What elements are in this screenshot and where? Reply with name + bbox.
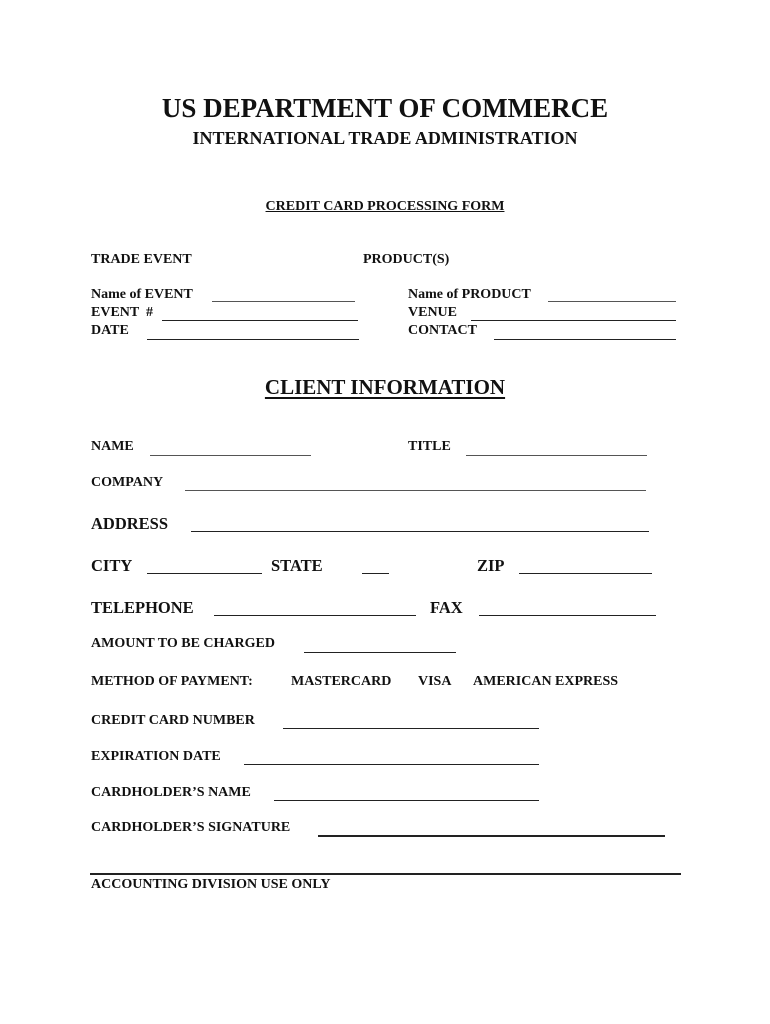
divider [90, 873, 681, 875]
company-field[interactable] [185, 490, 646, 491]
city-field[interactable] [147, 573, 262, 574]
card-number-field[interactable] [283, 728, 539, 729]
company-label: COMPANY [91, 475, 164, 490]
cardholder-signature-label: CARDHOLDER’S SIGNATURE [91, 820, 291, 835]
telephone-label: TELEPHONE [91, 598, 194, 617]
zip-label: ZIP [477, 556, 505, 575]
zip-field[interactable] [519, 573, 652, 574]
products-heading: PRODUCT(S) [363, 252, 450, 267]
amount-label: AMOUNT TO BE CHARGED [91, 636, 275, 651]
state-label: STATE [271, 556, 323, 575]
event-number-field[interactable] [162, 320, 358, 321]
page-subtitle: INTERNATIONAL TRADE ADMINISTRATION [192, 128, 578, 148]
payment-option-mastercard[interactable]: MASTERCARD [291, 674, 392, 689]
trade-event-heading: TRADE EVENT [91, 252, 192, 267]
state-field[interactable] [362, 573, 389, 574]
client-info-heading: CLIENT INFORMATION [264, 375, 506, 399]
name-label: NAME [91, 439, 134, 454]
cardholder-name-label: CARDHOLDER’S NAME [91, 785, 251, 800]
expiration-date-field[interactable] [244, 764, 539, 765]
form-title: CREDIT CARD PROCESSING FORM [265, 199, 505, 214]
fax-field[interactable] [479, 615, 656, 616]
event-name-field[interactable] [212, 301, 355, 302]
page-title: US DEPARTMENT OF COMMERCE [161, 93, 609, 123]
address-field[interactable] [191, 531, 649, 532]
contact-label: CONTACT [408, 323, 477, 338]
payment-method-label: METHOD OF PAYMENT: [91, 674, 253, 689]
product-name-field[interactable] [548, 301, 676, 302]
fax-label: FAX [430, 598, 463, 617]
event-date-field[interactable] [147, 339, 359, 340]
event-name-label: Name of EVENT [91, 287, 193, 302]
amount-field[interactable] [304, 652, 456, 653]
product-name-label: Name of PRODUCT [408, 287, 531, 302]
contact-field[interactable] [494, 339, 676, 340]
payment-option-amex[interactable]: AMERICAN EXPRESS [473, 674, 619, 689]
event-date-label: DATE [91, 323, 129, 338]
name-field[interactable] [150, 455, 311, 456]
city-label: CITY [91, 556, 133, 575]
event-number-label: EVENT # [91, 305, 153, 320]
venue-label: VENUE [408, 305, 458, 320]
payment-option-visa[interactable]: VISA [418, 674, 452, 689]
title-field[interactable] [466, 455, 647, 456]
card-number-label: CREDIT CARD NUMBER [91, 713, 255, 728]
expiration-date-label: EXPIRATION DATE [91, 749, 221, 764]
venue-field[interactable] [471, 320, 676, 321]
cardholder-name-field[interactable] [274, 800, 539, 801]
address-label: ADDRESS [91, 514, 169, 533]
telephone-field[interactable] [214, 615, 416, 616]
accounting-division-label: ACCOUNTING DIVISION USE ONLY [91, 877, 331, 892]
title-label: TITLE [408, 439, 451, 454]
cardholder-signature-field[interactable] [318, 835, 665, 837]
